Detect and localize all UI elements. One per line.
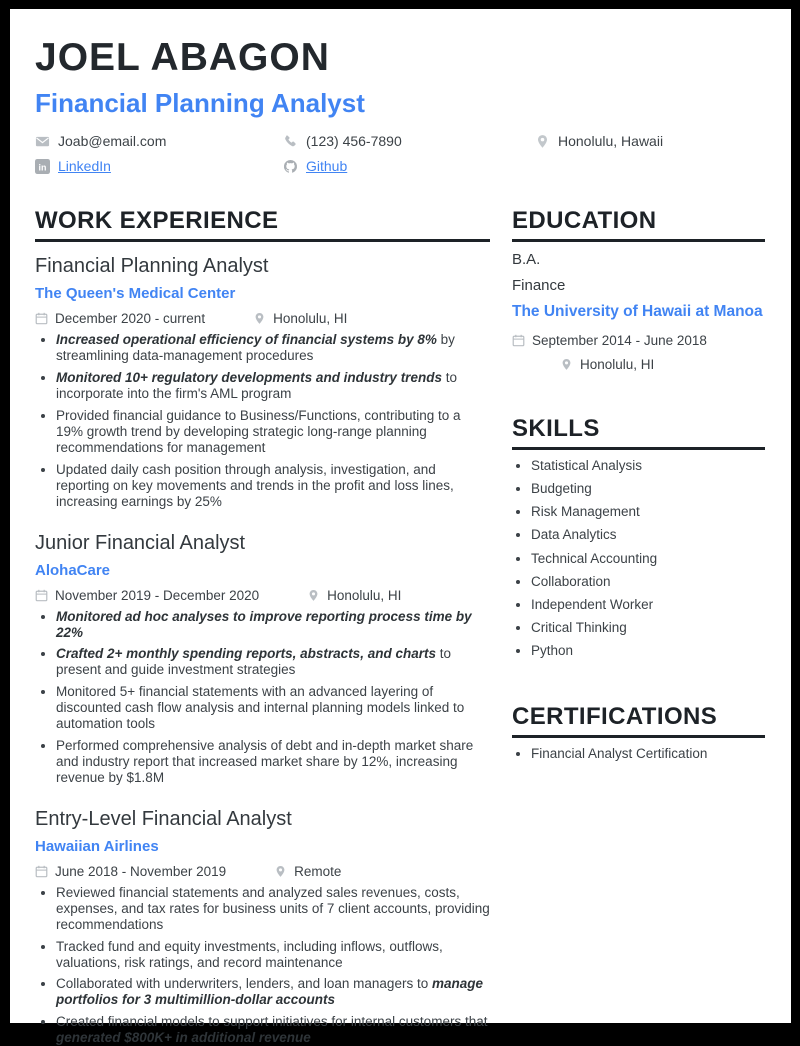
resume-page <box>10 9 791 1046</box>
company-name: The Queen's Medical Center <box>35 285 236 303</box>
job-location: Honolulu, HI <box>327 587 402 603</box>
job-bullet: • Increased operational efficiency of financial systems by 8% by streamlining data-management procedures <box>56 332 490 364</box>
phone-text: (123) 456-7890 <box>306 133 402 149</box>
education-dates-row <box>512 333 765 348</box>
job-bullet: • Monitored ad hoc analyses to improve reporting process time by 22% <box>56 609 490 641</box>
linkedin-icon <box>35 159 50 174</box>
certifications-heading: CERTIFICATIONS <box>512 704 765 738</box>
job-location: Remote <box>294 863 342 879</box>
job-meta <box>35 588 490 603</box>
job-list <box>35 255 490 1046</box>
calendar-icon <box>35 865 48 878</box>
job-bullet: • Tracked fund and equity investments, including inflows, outflows, valuations, risk ratings, and record maintenance <box>56 939 490 971</box>
certifications-list <box>512 746 765 762</box>
job-location: Honolulu, HI <box>273 311 348 327</box>
job-location-item <box>274 864 341 879</box>
company-name: Hawaiian Airlines <box>35 837 159 855</box>
location-icon <box>535 134 550 149</box>
skill-item: • Technical Accounting <box>531 551 765 567</box>
contact-github <box>283 158 535 174</box>
education-heading: EDUCATION <box>512 208 765 242</box>
skill-item: • Statistical Analysis <box>531 458 765 474</box>
calendar-icon <box>512 334 525 347</box>
degree: B.A. <box>512 251 541 269</box>
github-icon <box>283 159 298 174</box>
location-icon <box>274 865 287 878</box>
skill-item: • Collaboration <box>531 574 765 590</box>
degree-field: Finance <box>512 277 566 295</box>
certification-item: • Financial Analyst Certification <box>531 746 765 762</box>
job-meta <box>35 311 490 326</box>
education-section <box>512 208 765 372</box>
contact-location <box>535 133 766 149</box>
job-dates-item <box>35 588 259 603</box>
job-entry <box>35 808 490 1046</box>
company-name: AlohaCare <box>35 561 111 579</box>
location-icon <box>307 589 320 602</box>
education-location-row <box>560 357 765 372</box>
job-title: Financial Planning Analyst <box>35 255 269 278</box>
job-dates: December 2020 - current <box>55 311 206 327</box>
skill-item: • Budgeting <box>531 481 765 497</box>
job-dates: November 2019 - December 2020 <box>55 587 260 603</box>
resume-header <box>35 38 766 174</box>
contact-phone <box>283 133 535 149</box>
email-icon <box>35 134 50 149</box>
job-bullets <box>35 332 490 509</box>
skills-section <box>512 416 765 660</box>
job-dates-item <box>35 311 205 326</box>
job-entry <box>35 532 490 786</box>
job-bullet: • Collaborated with underwriters, lenders, and loan managers to manage portfolios for 3 multimillion-dollar accounts <box>56 976 490 1008</box>
education-location: Honolulu, HI <box>580 356 655 372</box>
job-bullet: • Crafted 2+ monthly spending reports, abstracts, and charts to present and guide investment strategies <box>56 646 490 678</box>
skill-item: • Data Analytics <box>531 527 765 543</box>
work-experience-heading: WORK EXPERIENCE <box>35 208 490 242</box>
github-link[interactable]: Github <box>306 158 348 174</box>
person-name: JOEL ABAGON <box>35 36 330 79</box>
skill-item: • Risk Management <box>531 504 765 520</box>
job-bullet: • Updated daily cash position through analysis, investigation, and reporting on key movements and trends in the profit and loss lines, increasing earnings by 25% <box>56 462 490 510</box>
skill-item: • Python <box>531 643 765 659</box>
contact-email <box>35 133 283 149</box>
resume-body <box>35 208 766 1046</box>
job-bullets <box>35 885 490 1046</box>
sidebar <box>512 208 765 1046</box>
location-text: Honolulu, Hawaii <box>558 133 664 149</box>
job-dates-item <box>35 864 226 879</box>
work-experience-section <box>35 208 490 1046</box>
job-bullet: • Monitored 10+ regulatory developments and industry trends to incorporate into the firm's AML program <box>56 370 490 402</box>
location-icon <box>253 312 266 325</box>
school-name: The University of Hawaii at Manoa <box>512 303 763 321</box>
job-meta <box>35 864 490 879</box>
job-bullet: • Created financial models to support initiatives for internal customers that generated $800K+ in additional revenue <box>56 1014 490 1046</box>
job-bullet: • Monitored 5+ financial statements with an advanced layering of discounted cash flow analysis and internal planning models linked to automation tools <box>56 684 490 732</box>
job-bullet: • Reviewed financial statements and analyzed sales revenues, costs, expenses, and tax rates for business units of 7 client accounts, providing recommendations <box>56 885 490 933</box>
skill-item: • Independent Worker <box>531 597 765 613</box>
location-icon <box>560 358 573 371</box>
skills-heading: SKILLS <box>512 416 765 450</box>
job-dates: June 2018 - November 2019 <box>55 863 227 879</box>
job-location-item <box>253 311 347 326</box>
job-title: Junior Financial Analyst <box>35 531 246 554</box>
certifications-section <box>512 704 765 763</box>
linkedin-link[interactable]: LinkedIn <box>58 158 111 174</box>
job-title: Entry-Level Financial Analyst <box>35 807 292 830</box>
calendar-icon <box>35 312 48 325</box>
job-bullet: • Performed comprehensive analysis of debt and in-depth market share and industry report that increased market share by 12%, increasing revenue by $1.8M <box>56 738 490 786</box>
job-bullets <box>35 609 490 786</box>
job-location-item <box>307 588 401 603</box>
person-headline: Financial Planning Analyst <box>35 88 365 118</box>
education-dates: September 2014 - June 2018 <box>532 332 707 348</box>
phone-icon <box>283 134 298 149</box>
skills-list <box>512 458 765 660</box>
job-bullet: • Provided financial guidance to Business/Functions, contributing to a 19% growth trend by developing strategic long-range planning recommendations for management <box>56 408 490 456</box>
calendar-icon <box>35 589 48 602</box>
job-entry <box>35 255 490 509</box>
skill-item: • Critical Thinking <box>531 620 765 636</box>
email-text: Joab@email.com <box>58 133 167 149</box>
svg-text:in: in <box>38 161 47 172</box>
contact-info <box>35 133 766 174</box>
contact-linkedin <box>35 158 283 174</box>
